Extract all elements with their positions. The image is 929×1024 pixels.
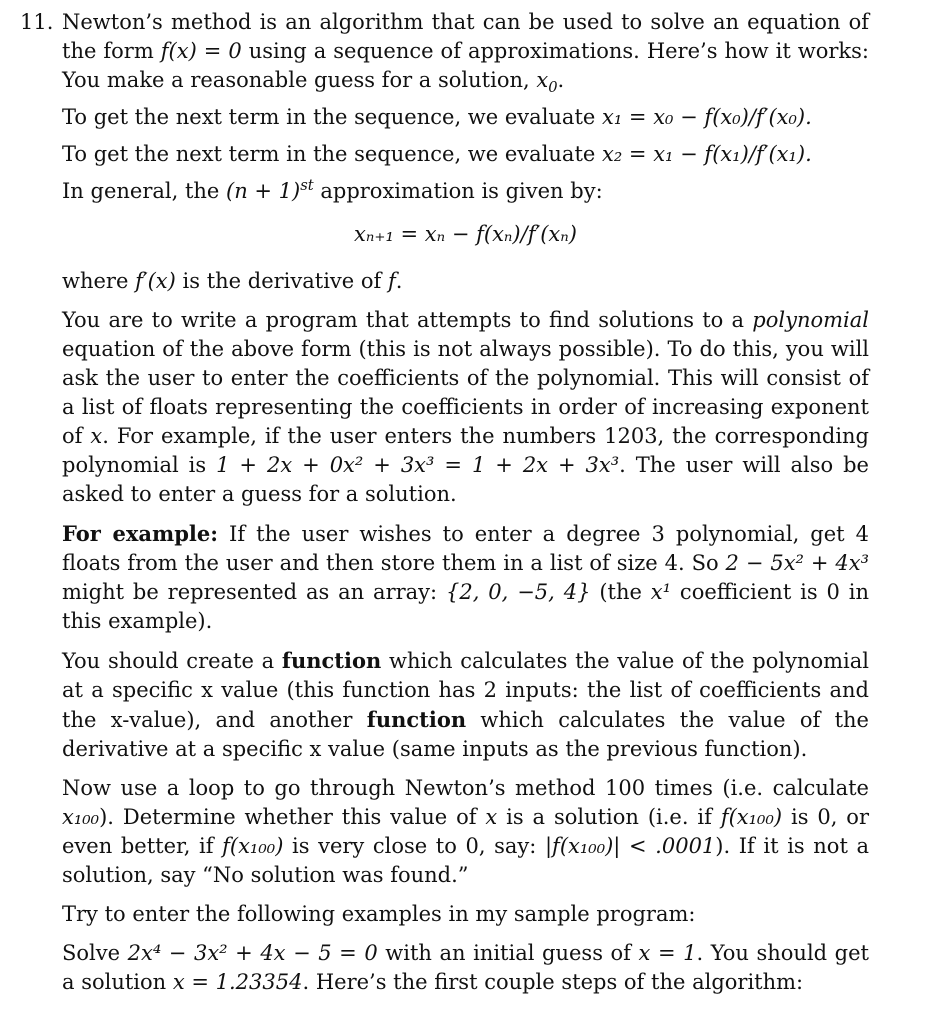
loop-paragraph: Now use a loop to go through Newton’s method 100 times (i.e. calculate x₁₀₀). Determine whether this value of x is a solution (i.e. if f(x₁₀₀) is 0, or even better, if f(x₁₀₀) is very close to 0, say: |f(x₁₀₀)| < .0001). If it is not a solution, say “No solution was found.” — [62, 776, 870, 887]
derivative-note: where f′(x) is the derivative of f. — [62, 269, 403, 293]
example-polynomial: 1 + 2x + 0x² + 3x³ = 1 + 2x + 3x³ — [216, 453, 620, 477]
intro-x0: $x_0$ — [536, 68, 558, 97]
step-one: To get the next term in the sequence, we evaluate x₁ = x₀ − f(x₀)/f′(x₀). — [62, 105, 812, 129]
example-paragraph: For example: If the user wishes to enter a degree 3 polynomial, get 4 floats from the user and then store them in a list of size 4. So 2 − 5x² + 4x³ might be represented as an array: {2, 0, −5, 4} (the x¹ coefficient is 0 in this example). — [62, 521, 870, 633]
coefficient-array: {2, 0, −5, 4} — [446, 580, 591, 604]
try-paragraph: Try to enter the following examples in my sample program: — [62, 902, 696, 926]
functions-paragraph: You should create a function which calculates the value of the polynomial at a specific x value (this function has 2 inputs: the list of coefficients and the x-value), and another function which calculates the value of the derivative at a specific x value (same inputs as the previous function). — [62, 648, 869, 761]
tolerance-condition: |f(x₁₀₀)| < .0001 — [544, 834, 716, 858]
solve-equation: 2x⁴ − 3x² + 4x − 5 = 0 — [127, 941, 378, 965]
polynomial-emphasis: polynomial — [752, 308, 869, 332]
step-two: To get the next term in the sequence, we evaluate x₂ = x₁ − f(x₁)/f′(x₁). — [62, 142, 812, 166]
problem-number: 11. — [20, 10, 54, 34]
newton-formula: xₙ₊₁ = xₙ − f(xₙ)/f′(xₙ) — [354, 222, 577, 246]
general-statement: In general, the $(n + 1)^{st}$ approximation is given by: — [62, 177, 603, 203]
solve-paragraph: Solve 2x⁴ − 3x² + 4x − 5 = 0 with an initial guess of x = 1. You should get a solution x = 1.23354. Here’s the first couple steps of the algorithm: — [62, 941, 869, 994]
solution-value: x = 1.23354 — [172, 970, 303, 994]
intro-paragraph: Newton’s method is an algorithm that can be used to solve an equation of the form f(x) = 0 using a sequence of approximations. Here’s how it works: You make a reasonable guess for a solution, $x_0$. — [62, 10, 870, 97]
intro-equation: f(x) = 0 — [160, 39, 242, 63]
step-two-equation: x₂ = x₁ − f(x₁)/f′(x₁). — [602, 142, 812, 166]
task-paragraph: You are to write a program that attempts to find solutions to a polynomial equation of the above form (this is not always possible). To do this, you will ask the user to enter the coefficients of the polynomial. This will consist of a list of floats representing the coefficients in order of increasing exponent of x. For example, if the user enters the numbers 1203, the corresponding polynomial is 1 + 2x + 0x² + 3x³ = 1 + 2x + 3x³. The user will also be asked to enter a guess for a solution. — [62, 308, 870, 506]
step-one-equation: x₁ = x₀ − f(x₀)/f′(x₀). — [602, 105, 812, 129]
example-label: For example: — [62, 521, 218, 546]
